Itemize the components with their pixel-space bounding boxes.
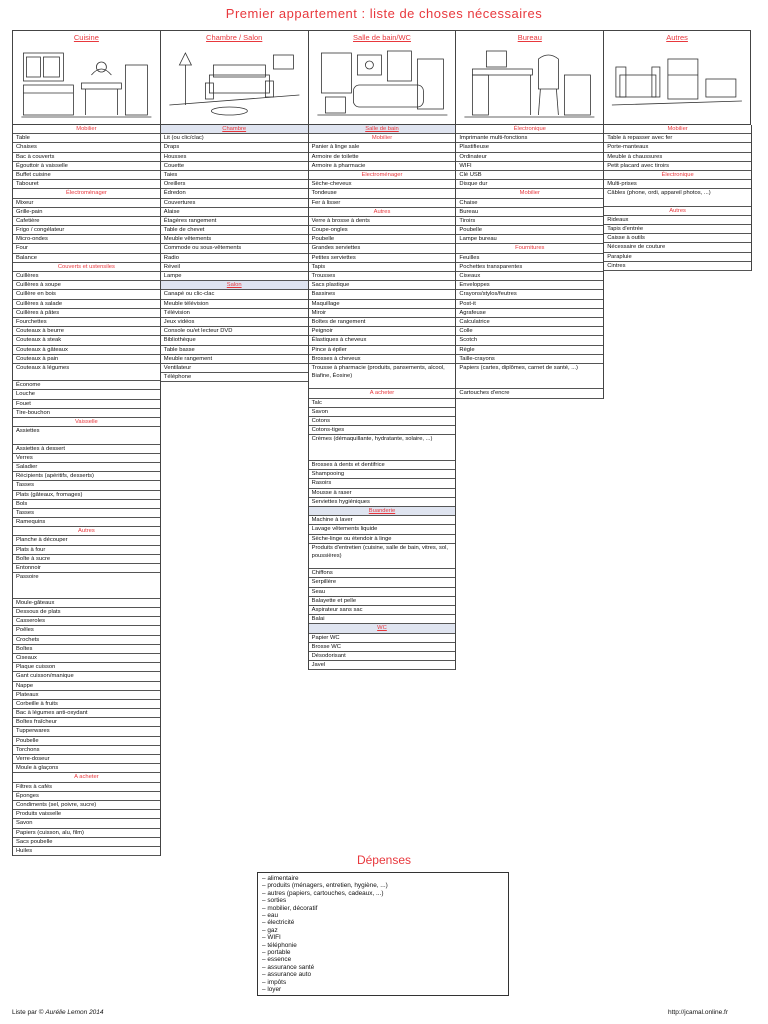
expense-item: – autres (papiers, cartouches, cadeaux, ...) xyxy=(262,889,384,897)
checklist-item: Coupe-ongles xyxy=(309,226,456,235)
checklist-item: Tiroirs xyxy=(456,217,603,226)
checklist-item: Armoire de toilette xyxy=(309,153,456,162)
checklist-item: Gant cuisson/manique xyxy=(13,672,160,681)
checklist-item: Serpillère xyxy=(309,578,456,587)
column-bureau xyxy=(455,30,603,850)
checklist-item: Boîtes xyxy=(13,645,160,654)
checklist-item: Draps xyxy=(161,143,308,152)
checklist-item: Entonnoir xyxy=(13,564,160,573)
checklist-item: Fouet xyxy=(13,400,160,409)
checklist-item: Bols xyxy=(13,500,160,509)
checklist-item: Machine à laver xyxy=(309,516,456,525)
checklist-item: Table de chevet xyxy=(161,226,308,235)
checklist-item: Plats (gâteaux, fromages) xyxy=(13,491,160,500)
checklist-item: Ciseaux xyxy=(456,272,603,281)
checklist-item: Meuble télévision xyxy=(161,300,308,309)
checklist-item: Produits d'entretien (cuisine, salle de bain, vitres, sol, poussières) xyxy=(309,544,456,570)
checklist-item: Sacs poubelle xyxy=(13,838,160,847)
section-heading: WC xyxy=(309,624,456,633)
checklist-item: Chiffons xyxy=(309,569,456,578)
checklist-item: Petites serviettes xyxy=(309,254,456,263)
checklist-item: Brosse WC xyxy=(309,643,456,652)
expense-item: – électricité xyxy=(262,919,295,927)
checklist-item: Cotons-tiges xyxy=(309,426,456,435)
checklist-item: Couteaux à beurre xyxy=(13,327,160,336)
checklist-item: Tabouret xyxy=(13,180,160,189)
checklist-item: Poubelle xyxy=(309,235,456,244)
section-heading: Autres xyxy=(604,207,751,216)
checklist-item: Couteaux à légumes xyxy=(13,364,160,381)
checklist-item: Tasses xyxy=(13,481,160,490)
checklist-item: WIFI xyxy=(456,162,603,171)
page-title: Premier appartement : liste de choses nécessaires xyxy=(225,6,543,21)
checklist-item: Feuilles xyxy=(456,254,603,263)
column-header-label: Autres xyxy=(666,33,688,42)
checklist-item: Imprimante multi-fonctions xyxy=(456,134,603,143)
expense-item: – alimentaire xyxy=(262,875,299,882)
section-heading: Électronique xyxy=(456,125,603,134)
column-header xyxy=(455,30,603,125)
column-header xyxy=(603,30,751,125)
checklist-item: Balance xyxy=(13,254,160,263)
checklist-grid xyxy=(12,30,751,854)
expense-item: – téléphonie xyxy=(262,941,297,949)
checklist-item: Bac à légumes anti-oxydant xyxy=(13,709,160,718)
checklist-item: Porte-manteaux xyxy=(604,143,751,152)
checklist-item: Élastiques à cheveux xyxy=(309,336,456,345)
checklist-item: Moule à glaçons xyxy=(13,764,160,773)
checklist-item: Meuble vêtements xyxy=(161,235,308,244)
checklist-item: Colle xyxy=(456,327,603,336)
checklist-item: Sacs plastique xyxy=(309,281,456,290)
office-illustration xyxy=(462,45,597,120)
section-heading: Mobilier xyxy=(456,189,603,198)
checklist-item: Boîtes fraîcheur xyxy=(13,718,160,727)
section-heading: Salon xyxy=(161,281,308,290)
checklist-item: Alaise xyxy=(161,208,308,217)
checklist-item: Ramequins xyxy=(13,518,160,527)
expense-item: – WIFI xyxy=(262,934,281,942)
section-heading: Vaisselle xyxy=(13,418,160,427)
checklist-item: Jeux vidéos xyxy=(161,318,308,327)
section-heading: Chambre xyxy=(161,125,308,134)
checklist-item: Cuillère en bois xyxy=(13,290,160,299)
checklist-item: Parapluie xyxy=(604,253,751,262)
checklist-item: Assiettes xyxy=(13,427,160,444)
checklist-item: Calculatrice xyxy=(456,318,603,327)
checklist-item: Housses xyxy=(161,153,308,162)
checklist-item: Agrafeuse xyxy=(456,309,603,318)
checklist-item: Réveil xyxy=(161,263,308,272)
checklist-item: Condiments (sel, poivre, sucre) xyxy=(13,801,160,810)
checklist-item: Poêles xyxy=(13,626,160,635)
checklist-item: Rideaux xyxy=(604,216,751,225)
section-heading: Électroménager xyxy=(13,189,160,198)
checklist-item: Téléphone xyxy=(161,373,308,382)
checklist-item: Grille-pain xyxy=(13,208,160,217)
checklist-item: Couvertures xyxy=(161,199,308,208)
item-list xyxy=(160,125,309,382)
section-heading: Salle de bain xyxy=(309,125,456,134)
checklist-item: Économe xyxy=(13,381,160,390)
expense-item: – sorties xyxy=(262,897,287,905)
checklist-item: Tapis xyxy=(309,263,456,272)
column-header xyxy=(12,30,160,125)
checklist-item: Petit placard avec tiroirs xyxy=(604,162,751,171)
checklist-item: Sèche-linge ou étendoir à linge xyxy=(309,535,456,544)
checklist-item: Trousses xyxy=(309,272,456,281)
checklist-item: Verre-doseur xyxy=(13,755,160,764)
column-chambre-salon xyxy=(160,30,308,850)
checklist-item: Scotch xyxy=(456,336,603,345)
section-heading: Electroménager xyxy=(309,171,456,180)
expense-item: – portable xyxy=(262,949,291,957)
checklist-item: Shampooing xyxy=(309,470,456,479)
checklist-item: Câbles (phone, ordi, appareil photos, ...) xyxy=(604,189,751,206)
checklist-item: Chaises xyxy=(13,143,160,152)
checklist-item: Télévision xyxy=(161,309,308,318)
checklist-item: Frigo / congélateur xyxy=(13,226,160,235)
checklist-item: Seau xyxy=(309,588,456,597)
expense-item: – impôts xyxy=(262,978,287,986)
checklist-item: Talc xyxy=(309,399,456,408)
checklist-item: Tire-bouchon xyxy=(13,409,160,418)
checklist-item: Post-it xyxy=(456,300,603,309)
checklist-item: Saladier xyxy=(13,463,160,472)
section-heading: A acheter xyxy=(309,389,456,398)
checklist-item: Table xyxy=(13,134,160,143)
section-heading: Autres xyxy=(13,527,160,536)
checklist-item: Lavage vêtements liquide xyxy=(309,525,456,534)
expenses-box xyxy=(257,872,509,996)
expense-item: – assurance santé xyxy=(262,963,315,971)
section-heading: Fournitures xyxy=(456,244,603,253)
checklist-item: Verres xyxy=(13,454,160,463)
checklist-item: Crayons/stylos/feutres xyxy=(456,290,603,299)
column-header xyxy=(308,30,456,125)
checklist-item: Table basse xyxy=(161,346,308,355)
checklist-item: Couteaux à steak xyxy=(13,336,160,345)
checklist-item: Bibliothèque xyxy=(161,336,308,345)
checklist-item: Torchons xyxy=(13,746,160,755)
checklist-item: Oreillers xyxy=(161,180,308,189)
checklist-item: Taies xyxy=(161,171,308,180)
expense-item: – essence xyxy=(262,956,292,964)
checklist-item: Boîtes de rangement xyxy=(309,318,456,327)
checklist-item: Savon xyxy=(13,819,160,828)
column-header xyxy=(160,30,308,125)
checklist-item: Édredon xyxy=(161,189,308,198)
checklist-item: Papiers (cartes, diplômes, carnet de santé, ...) xyxy=(456,364,603,390)
checklist-item: Console ou/et lecteur DVD xyxy=(161,327,308,336)
checklist-item: Disque dur xyxy=(456,180,603,189)
checklist-item: Plateaux xyxy=(13,691,160,700)
expense-item: – loyer xyxy=(262,986,282,994)
checklist-item: Balai xyxy=(309,615,456,624)
checklist-item: Règle xyxy=(456,346,603,355)
misc-furniture-illustration xyxy=(610,45,744,120)
expense-item: – assurance auto xyxy=(262,971,312,979)
footer-url: http://jcamal.online.fr xyxy=(668,1009,728,1016)
checklist-item: Poubelle xyxy=(456,226,603,235)
checklist-item: Buffet cuisine xyxy=(13,171,160,180)
checklist-item: Couteaux à gâteaux xyxy=(13,346,160,355)
footer-credit-prefix: Liste par © xyxy=(12,1009,46,1016)
checklist-item: Serviettes hygiéniques xyxy=(309,498,456,507)
checklist-item: Étagères rangement xyxy=(161,217,308,226)
column-autres xyxy=(603,30,751,850)
checklist-item: Mixeur xyxy=(13,199,160,208)
checklist-item: Sèche-cheveux xyxy=(309,180,456,189)
checklist-item: Maquillage xyxy=(309,300,456,309)
section-heading: A acheter xyxy=(13,773,160,782)
checklist-item: Bassines xyxy=(309,290,456,299)
checklist-item: Savon xyxy=(309,408,456,417)
item-list xyxy=(455,125,604,399)
checklist-item: Papier WC xyxy=(309,634,456,643)
section-heading: Électronique xyxy=(604,171,751,180)
checklist-item: Produits vaisselle xyxy=(13,810,160,819)
living-room-illustration xyxy=(167,45,302,120)
checklist-item: Javel xyxy=(309,661,456,670)
section-heading: Mobilier xyxy=(604,125,751,134)
checklist-item: Lit (ou clic/clac) xyxy=(161,134,308,143)
checklist-item: Tasses xyxy=(13,509,160,518)
checklist-item: Nécessaire de couture xyxy=(604,243,751,252)
column-header-label: Bureau xyxy=(517,33,542,42)
checklist-item: Balayette et pelle xyxy=(309,597,456,606)
checklist-item: Pochettes transparentes xyxy=(456,263,603,272)
checklist-item: Crochets xyxy=(13,636,160,645)
checklist-item: Aspirateur sans sac xyxy=(309,606,456,615)
checklist-item: Verre à brosse à dents xyxy=(309,217,456,226)
section-heading: Couverts et ustensiles xyxy=(13,263,160,272)
item-list xyxy=(603,125,752,271)
checklist-item: Peignoir xyxy=(309,327,456,336)
checklist-item: Filtres à cafés xyxy=(13,783,160,792)
checklist-item: Nappe xyxy=(13,682,160,691)
checklist-item: Bac à couverts xyxy=(13,153,160,162)
expense-item: – produits (ménagers, entretien, hygiène, ...) xyxy=(262,882,388,890)
checklist-item: Désodorisant xyxy=(309,652,456,661)
section-heading: Mobilier xyxy=(309,134,456,143)
checklist-item: Récipients (apéritifs, desserts) xyxy=(13,472,160,481)
checklist-item: Cafetière xyxy=(13,217,160,226)
checklist-item: Couette xyxy=(161,162,308,171)
checklist-item: Corbeille à fruits xyxy=(13,700,160,709)
checklist-item: Boîte à sucre xyxy=(13,555,160,564)
checklist-item: Taille-crayons xyxy=(456,355,603,364)
checklist-item: Huiles xyxy=(13,847,160,856)
checklist-item: Fourchettes xyxy=(13,318,160,327)
checklist-item: Éponges xyxy=(13,792,160,801)
checklist-item: Planche à découper xyxy=(13,536,160,545)
checklist-item: Mousse à raser xyxy=(309,489,456,498)
checklist-item: Ordinateur xyxy=(456,153,603,162)
checklist-item: Table à repasser avec fer xyxy=(604,134,751,143)
checklist-item: Brosses à cheveux xyxy=(309,355,456,364)
kitchen-illustration xyxy=(19,45,154,120)
checklist-item: Dessous de plats xyxy=(13,608,160,617)
item-list xyxy=(308,125,457,670)
checklist-item: Fer à lisser xyxy=(309,199,456,208)
checklist-item: Enveloppes xyxy=(456,281,603,290)
item-list xyxy=(12,125,161,856)
checklist-item: Passoire xyxy=(13,573,160,599)
expense-item: – mobilier, décoratif xyxy=(262,904,318,912)
checklist-item: Casseroles xyxy=(13,617,160,626)
checklist-item: Meuble à chaussures xyxy=(604,153,751,162)
footer-credit xyxy=(12,1009,104,1016)
section-heading: Buanderie xyxy=(309,507,456,516)
checklist-item: Tapis d'entrée xyxy=(604,225,751,234)
checklist-item: Panier à linge sale xyxy=(309,143,456,152)
checklist-item: Commode ou sous-vêtements xyxy=(161,244,308,253)
checklist-item: Plats à four xyxy=(13,546,160,555)
checklist-item: Lampe xyxy=(161,272,308,281)
column-header-label: Salle de bain/WC xyxy=(353,33,411,42)
expenses-title: Dépenses xyxy=(356,853,412,867)
column-header-label: Cuisine xyxy=(73,33,99,42)
expense-item: – gaz xyxy=(262,926,278,934)
checklist-item: Ciseaux xyxy=(13,654,160,663)
checklist-item: Chaise xyxy=(456,199,603,208)
checklist-item: Armoire à pharmacie xyxy=(309,162,456,171)
checklist-item: Rasoirs xyxy=(309,479,456,488)
checklist-item: Cotons xyxy=(309,417,456,426)
checklist-item: Radio xyxy=(161,254,308,263)
checklist-item: Bureau xyxy=(456,208,603,217)
checklist-item: Tondeuse xyxy=(309,189,456,198)
checklist-item: Trousse à pharmacie (produits, pansements, alcool, Biafine, Éosine) xyxy=(309,364,456,390)
checklist-item: Cuillères xyxy=(13,272,160,281)
checklist-item: Moule-gâteaux xyxy=(13,599,160,608)
section-heading: Mobilier xyxy=(13,125,160,134)
section-heading: Autres xyxy=(309,208,456,217)
checklist-item: Couteaux à pain xyxy=(13,355,160,364)
column-salle-de-bain xyxy=(308,30,456,850)
checklist-item: Pince à épiler xyxy=(309,346,456,355)
checklist-item: Miroir xyxy=(309,309,456,318)
checklist-item: Brosses à dents et dentifrice xyxy=(309,461,456,470)
checklist-item: Plaque cuisson xyxy=(13,663,160,672)
checklist-item: Poubelle xyxy=(13,737,160,746)
checklist-item: Ventilateur xyxy=(161,364,308,373)
checklist-item: Cuillères à soupe xyxy=(13,281,160,290)
checklist-item: Égouttoir à vaisselle xyxy=(13,162,160,171)
checklist-item: Papiers (cuisson, alu, film) xyxy=(13,829,160,838)
checklist-item: Plastifieuse xyxy=(456,143,603,152)
checklist-item: Louche xyxy=(13,390,160,399)
checklist-item: Four xyxy=(13,244,160,253)
checklist-item: Multi-prises xyxy=(604,180,751,189)
checklist-item: Assiettes à dessert xyxy=(13,445,160,454)
checklist-item: Cuillères à salade xyxy=(13,300,160,309)
column-cuisine xyxy=(12,30,160,854)
checklist-item: Clé USB xyxy=(456,171,603,180)
expense-item: – eau xyxy=(262,912,278,920)
checklist-item: Canapé ou clic-clac xyxy=(161,290,308,299)
checklist-item: Meuble rangement xyxy=(161,355,308,364)
checklist-item: Micro-ondes xyxy=(13,235,160,244)
checklist-item: Caisse à outils xyxy=(604,234,751,243)
checklist-item: Lampe bureau xyxy=(456,235,603,244)
bathroom-illustration xyxy=(315,45,450,120)
footer-credit-author: Aurélie Lemon 2014 xyxy=(45,1009,104,1016)
checklist-item: Grandes serviettes xyxy=(309,244,456,253)
column-header-label: Chambre / Salon xyxy=(206,33,263,42)
checklist-item: Tupperwares xyxy=(13,727,160,736)
checklist-item: Cuillères à pâtes xyxy=(13,309,160,318)
checklist-item: Crèmes (démaquillante, hydratante, solaire, ...) xyxy=(309,435,456,461)
checklist-item: Cintres xyxy=(604,262,751,271)
checklist-item: Cartouches d'encre xyxy=(456,389,603,398)
